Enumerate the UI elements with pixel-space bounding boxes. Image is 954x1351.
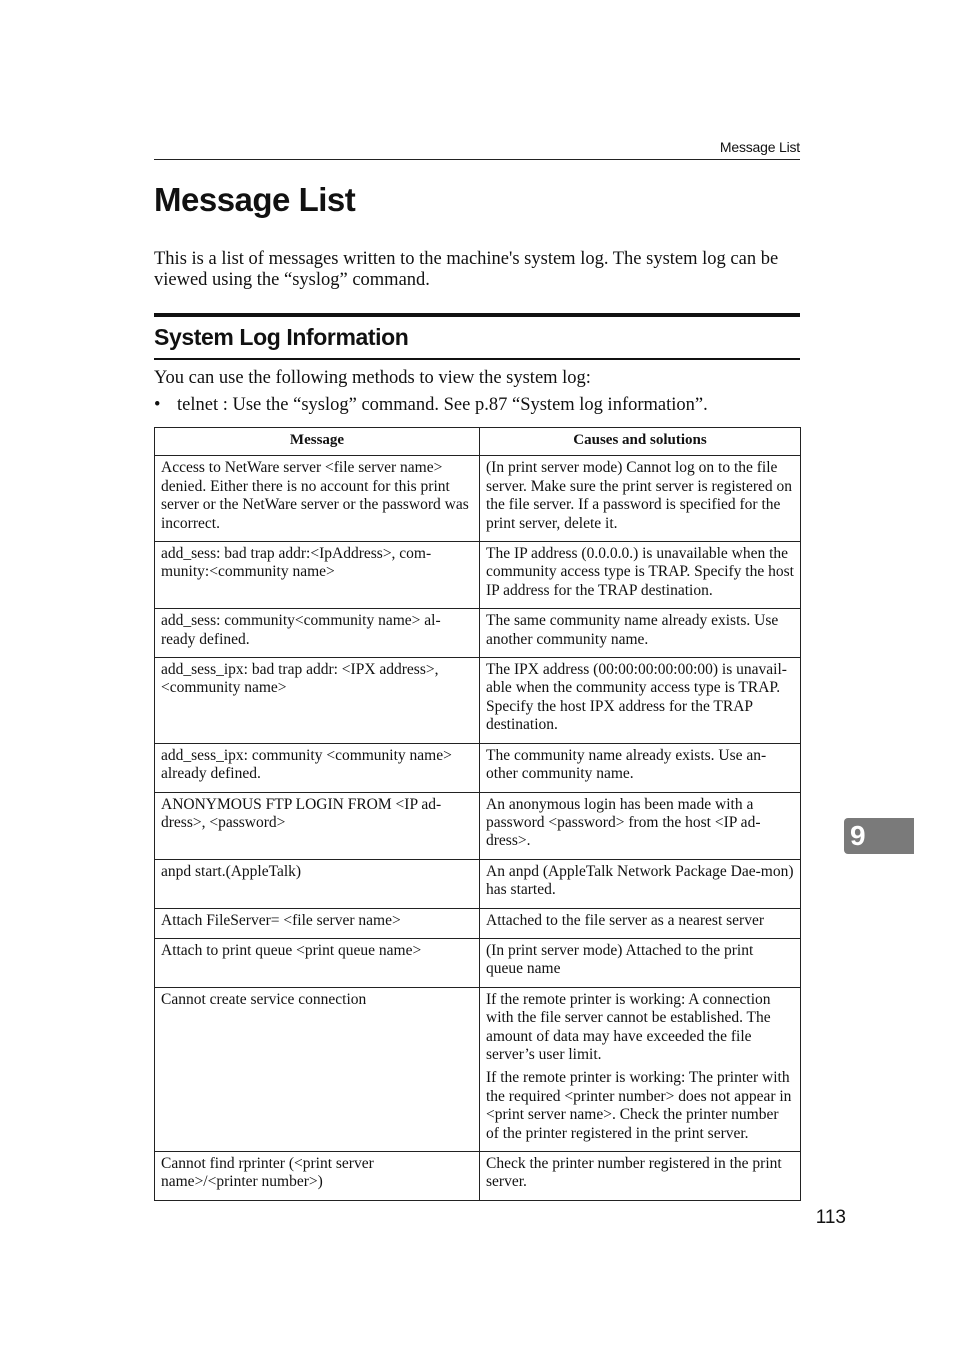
- table-row: [155, 859, 801, 908]
- bullet-dot-icon: •: [154, 395, 161, 415]
- section-rule-top: [154, 313, 800, 317]
- table-row: [155, 542, 801, 609]
- causes-cell: [480, 792, 801, 859]
- table-row: [155, 658, 801, 744]
- table-header-row: [155, 428, 801, 456]
- page-title: Message List: [154, 181, 356, 218]
- cause-text: (In print server mode) Cannot log on to the file server. Make sure the print server is registered on the file server. If a password is specified for the print server, delete it.: [486, 459, 793, 532]
- causes-cell: [480, 542, 801, 609]
- bullet-item: [154, 395, 708, 416]
- message-cell: anpd start.(AppleTalk): [155, 859, 480, 908]
- cause-text: If the remote printer is working: A connection with the file server cannot be established. The amount of data may have exceeded the file server’s user limit.: [486, 990, 771, 1063]
- message-cell: Attach FileServer= <file server name>: [155, 908, 480, 938]
- table-row: [155, 456, 801, 542]
- table-row: [155, 792, 801, 859]
- table-row: [155, 908, 801, 938]
- section-lead: You can use the following methods to view the system log:: [154, 368, 591, 388]
- cause-text: The same community name already exists. Use another community name.: [486, 612, 779, 648]
- running-header: Message List: [154, 137, 800, 160]
- cause-text: Check the printer number registered in the print server.: [486, 1155, 782, 1191]
- chapter-number: 9: [850, 820, 866, 851]
- message-cell: add_sess_ipx: community <community name> already defined.: [155, 743, 480, 792]
- causes-cell: [480, 859, 801, 908]
- message-cell: Cannot create service connection: [155, 987, 480, 1151]
- causes-cell: [480, 987, 801, 1151]
- causes-cell: [480, 1152, 801, 1201]
- section-rule-bottom: [154, 358, 800, 360]
- cause-text: The community name already exists. Use an-other community name.: [486, 746, 767, 783]
- causes-cell: [480, 743, 801, 792]
- causes-cell: [480, 658, 801, 744]
- message-cell: add_sess: community<community name> al-ready defined.: [155, 609, 480, 658]
- intro-paragraph: This is a list of messages written to the machine's system log. The system log can be viewed using the “syslog” command.: [154, 249, 779, 290]
- section-title: System Log Information: [154, 324, 409, 350]
- table-row: [155, 987, 801, 1151]
- page-number: 113: [815, 1207, 846, 1228]
- message-cell: Access to NetWare server <file server name> denied. Either there is no account for this print server or the NetWare server or the password was incorrect.: [155, 456, 480, 542]
- causes-cell: [480, 938, 801, 987]
- causes-cell: [480, 609, 801, 658]
- table-row: [155, 609, 801, 658]
- cause-text: An anonymous login has been made with a password <password> from the host <IP ad-dress>.: [486, 795, 761, 850]
- message-cell: ANONYMOUS FTP LOGIN FROM <IP ad-dress>, <password>: [155, 792, 480, 859]
- message-cell: Attach to print queue <print queue name>: [155, 938, 480, 987]
- message-cell: Cannot find rprinter (<print server name>/<printer number>): [155, 1152, 480, 1201]
- cause-text: If the remote printer is working: The printer with the required <printer number> does not appear in <print server name>. Check the printer number of the printer registered in the print server.: [486, 1069, 792, 1142]
- message-cell: add_sess_ipx: bad trap addr: <IPX address>, <community name>: [155, 658, 480, 744]
- table-row: [155, 1152, 801, 1201]
- cause-text: The IP address (0.0.0.0.) is unavailable when the community access type is TRAP. Specify the host IP address for the TRAP destination.: [486, 545, 794, 599]
- bullet-text: telnet : Use the “syslog” command. See p.87 “System log information”.: [177, 395, 708, 415]
- chapter-tab: [844, 818, 914, 854]
- cause-text: An anpd (AppleTalk Network Package Dae-mon) has started.: [486, 862, 794, 899]
- column-header-causes: Causes and solutions: [480, 428, 801, 456]
- cause-text: (In print server mode) Attached to the print queue name: [486, 941, 754, 978]
- message-table: [154, 427, 801, 1201]
- cause-text: The IPX address (00:00:00:00:00:00) is unavail-able when the community access type is TRAP. Specify the host IPX address for the TRAP destination.: [486, 661, 787, 734]
- cause-text: Attached to the file server as a nearest server: [486, 911, 765, 929]
- causes-cell: [480, 456, 801, 542]
- causes-cell: [480, 908, 801, 938]
- table-row: [155, 743, 801, 792]
- message-cell: add_sess: bad trap addr:<IpAddress>, com-munity:<community name>: [155, 542, 480, 609]
- table-row: [155, 938, 801, 987]
- column-header-message: Message: [155, 428, 480, 456]
